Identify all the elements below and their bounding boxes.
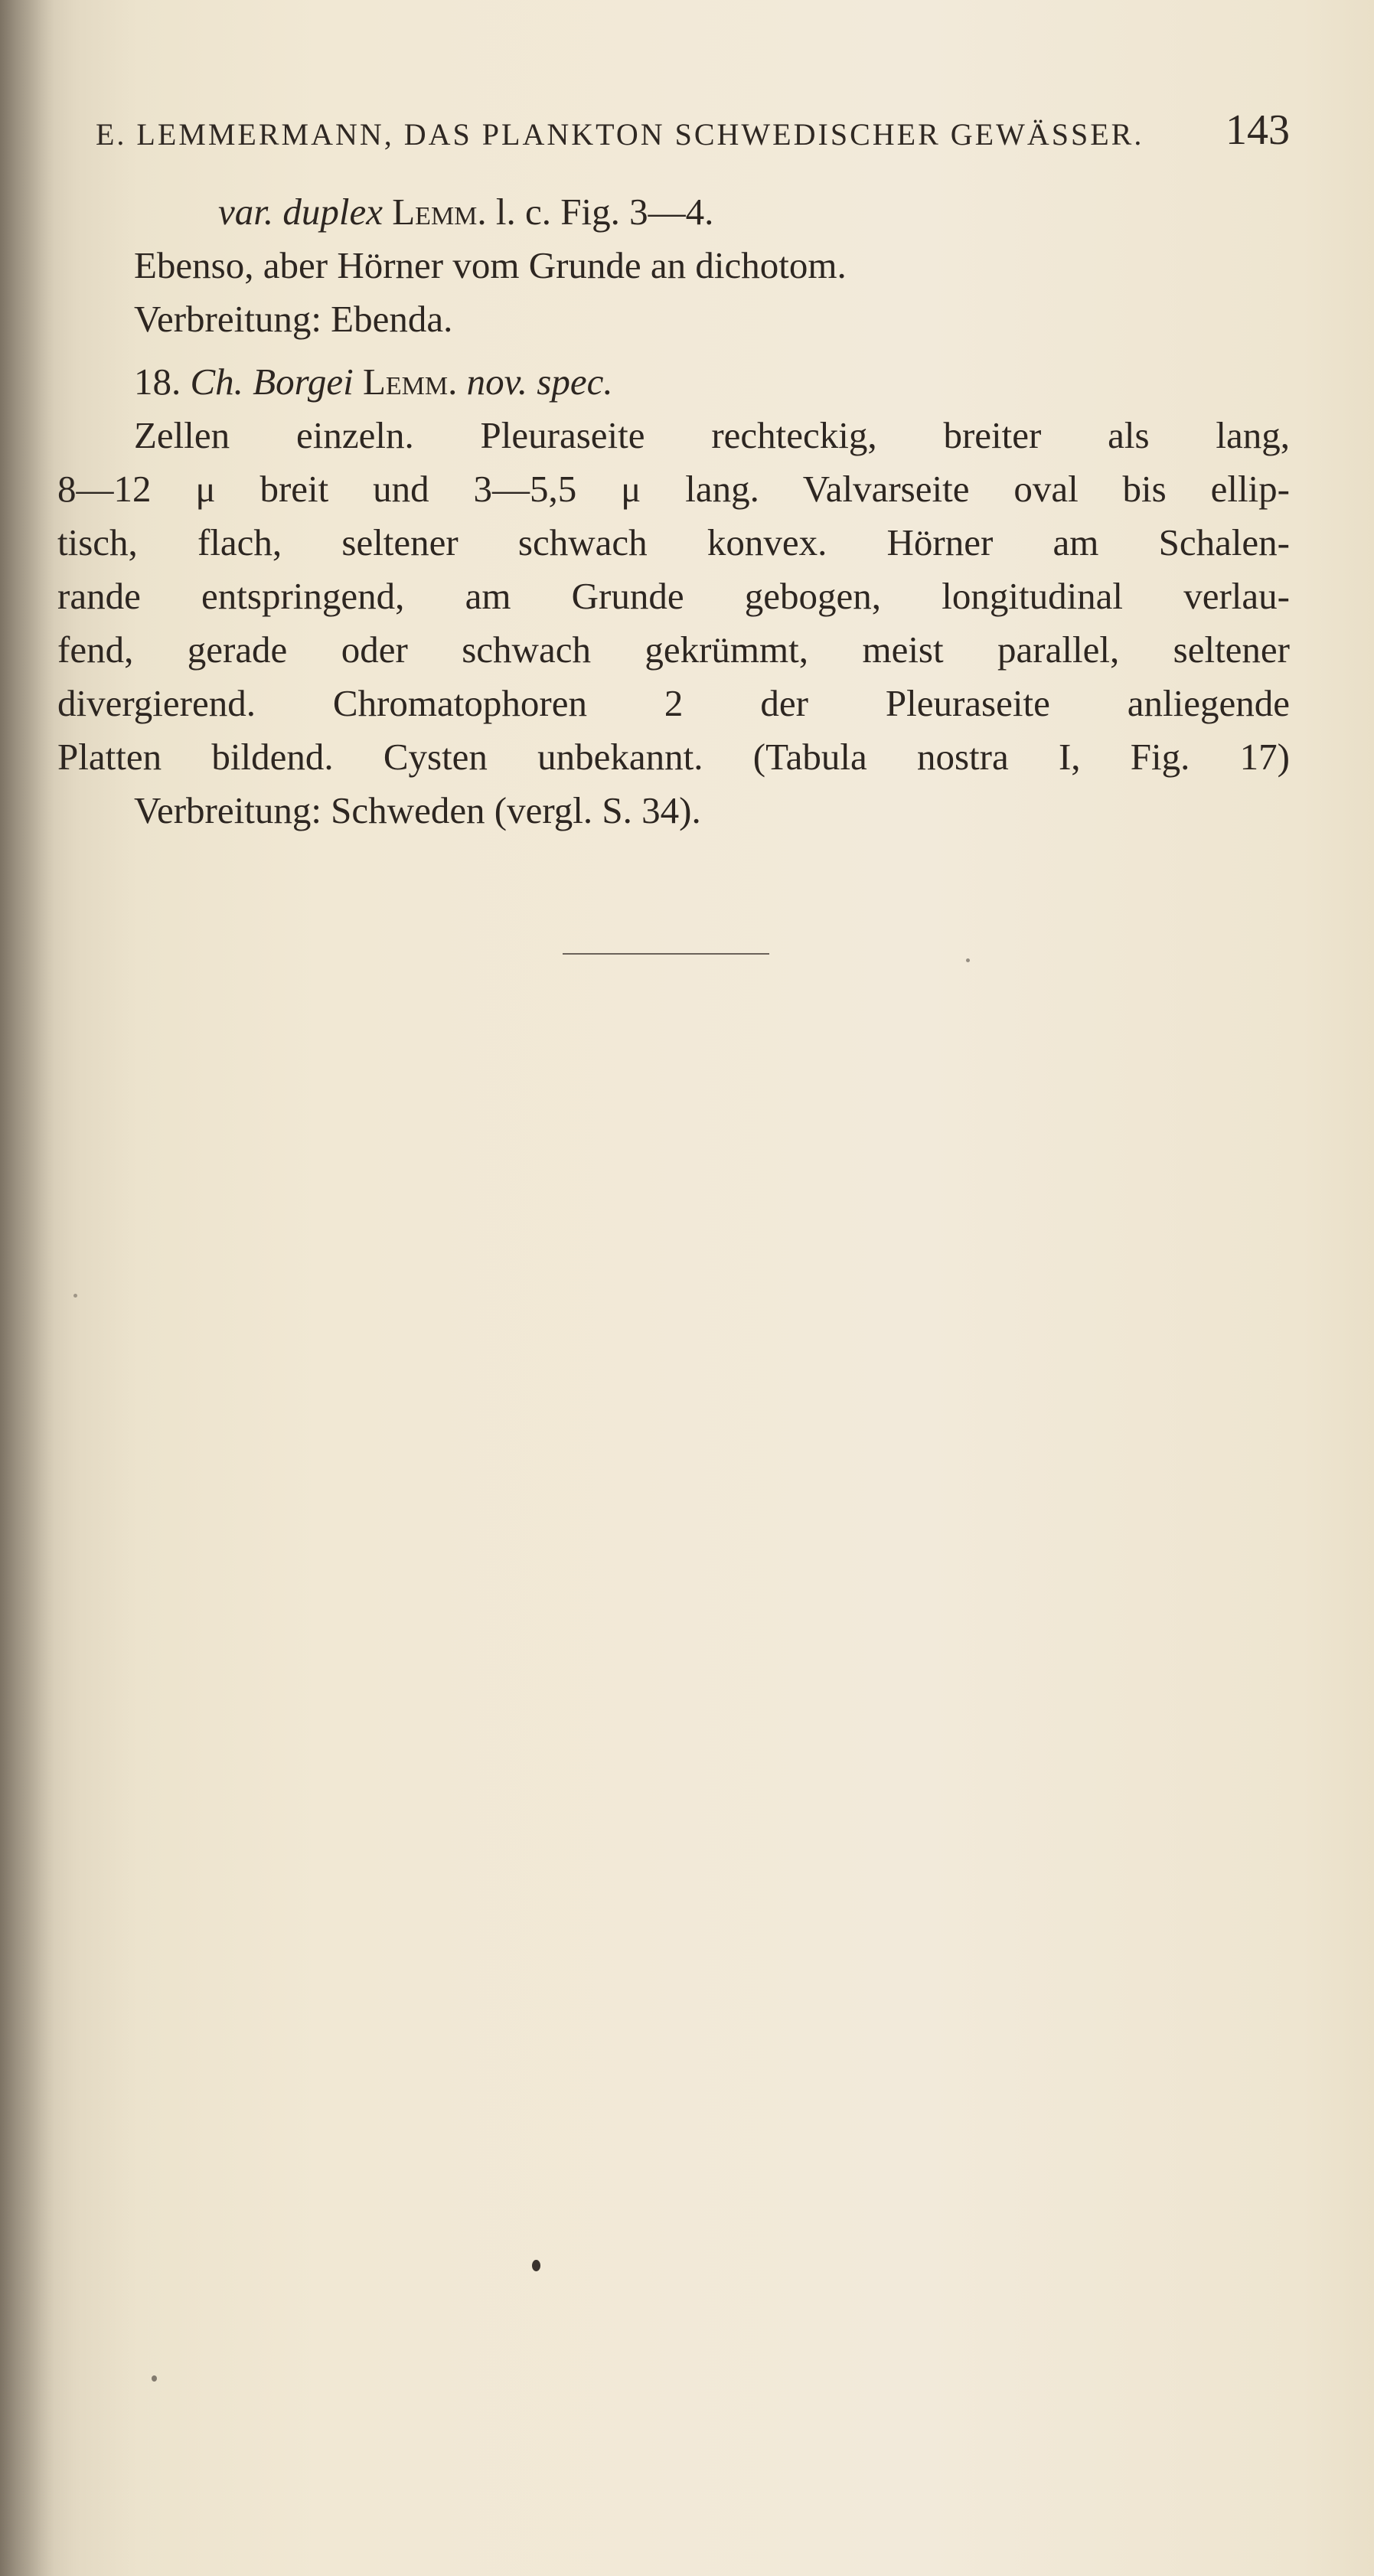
page-header	[96, 106, 1290, 159]
description-line: 8—12 μ breit und 3—5,5 μ lang. Valvarseite oval bis ellip-	[57, 468, 1290, 510]
species-name: Ch. Borgei	[190, 361, 354, 403]
description-line: Platten bildend. Cysten unbekannt. (Tabula nostra I, Fig. 17)	[57, 736, 1290, 778]
description-line: tisch, flach, seltener schwach konvex. Hörner am Schalen-	[57, 521, 1290, 563]
ink-speck	[966, 958, 970, 962]
description-line: Zellen einzeln. Pleuraseite rechteckig, breiter als lang,	[134, 414, 1290, 456]
species-number: 18.	[134, 361, 181, 403]
variety-reference: l. c. Fig. 3—4.	[495, 191, 714, 233]
variety-name: var. duplex	[218, 191, 383, 233]
description-line: divergierend. Chromatophoren 2 der Pleuraseite anliegende	[57, 682, 1290, 724]
species-distribution: Verbreitung: Schweden (vergl. S. 34).	[134, 789, 701, 831]
section-separator	[563, 953, 769, 955]
description-line: fend, gerade oder schwach gekrümmt, meist parallel, seltener	[57, 628, 1290, 671]
species-heading	[57, 355, 1290, 409]
description-line: rande entspringend, am Grunde gebogen, longitudinal verlau-	[57, 575, 1290, 617]
ink-speck	[152, 2375, 157, 2382]
main-text	[57, 185, 1290, 837]
ink-speck	[532, 2260, 540, 2271]
variety-description: Ebenso, aber Hörner vom Grunde an dichotom.	[134, 244, 847, 286]
variety-entry	[57, 185, 1290, 239]
species-status: nov. spec.	[466, 361, 613, 403]
spine-shadow	[0, 0, 54, 2576]
variety-author: Lemm.	[392, 191, 487, 233]
ink-speck	[73, 1294, 77, 1298]
page-number: 143	[1226, 106, 1290, 154]
variety-distribution: Verbreitung: Ebenda.	[134, 298, 453, 340]
running-title: E. LEMMERMANN, DAS PLANKTON SCHWEDISCHER GEWÄSSER.	[96, 117, 1144, 152]
species-author: Lemm.	[362, 361, 458, 403]
